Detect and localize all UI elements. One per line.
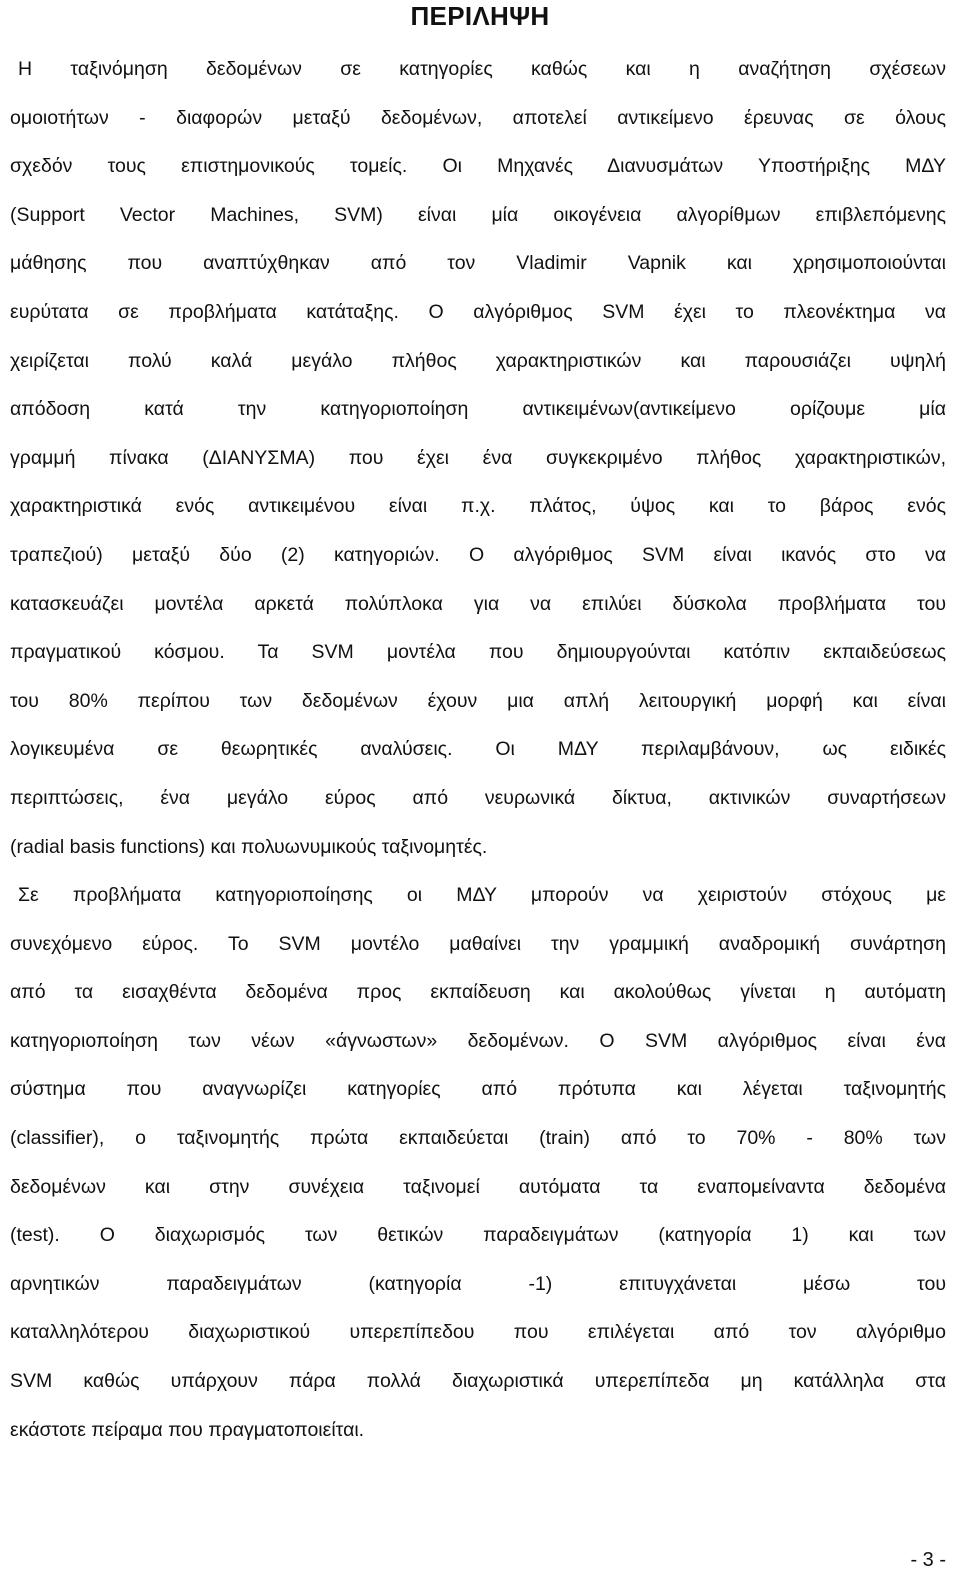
text-line: δεδομένων και στην συνέχεια ταξινομεί αυτόματα τα εναπομείναντα δεδομένα: [10, 1175, 946, 1198]
text-line: (Support Vector Machines, SVM) είναι μία οικογένεια αλγορίθμων επιβλεπόμενης: [10, 203, 946, 226]
text-line: Η ταξινόμηση δεδομένων σε κατηγορίες καθώς και η αναζήτηση σχέσεων: [18, 58, 946, 80]
text-line: του 80% περίπου των δεδομένων έχουν μια απλή λειτουργική μορφή και είναι: [10, 689, 946, 712]
text-line: χειρίζεται πολύ καλά μεγάλο πλήθος χαρακτηριστικών και παρουσιάζει υψηλή: [10, 349, 946, 372]
text-line: συνεχόμενο εύρος. Το SVM μοντέλο μαθαίνει την γραμμική αναδρομική συνάρτηση: [10, 932, 946, 955]
text-line: εκάστοτε πείραμα που πραγματοποιείται.: [10, 1418, 365, 1441]
text-line: ευρύτατα σε προβλήματα κατάταξης. Ο αλγόριθμος SVM έχει το πλεονέκτημα να: [10, 300, 946, 323]
text-line: αρνητικών παραδειγμάτων (κατηγορία -1) επιτυγχάνεται μέσω του: [10, 1272, 946, 1295]
text-line: περιπτώσεις, ένα μεγάλο εύρος από νευρωνικά δίκτυα, ακτινικών συναρτήσεων: [10, 786, 946, 809]
text-line: (classifier), ο ταξινομητής πρώτα εκπαιδεύεται (train) από το 70% - 80% των: [10, 1127, 946, 1150]
abstract-body: [10, 45, 946, 1454]
text-line: (test). Ο διαχωρισμός των θετικών παραδειγμάτων (κατηγορία 1) και των: [10, 1224, 946, 1247]
document-title: ΠΕΡΙΛΗΨΗ: [410, 1, 550, 31]
text-line: μάθησης που αναπτύχθηκαν από τον Vladimir Vapnik και χρησιμοποιούνται: [10, 252, 946, 275]
page-number: - 3 -: [910, 1549, 946, 1571]
text-line: κατηγοριοποίηση των νέων «άγνωστων» δεδομένων. Ο SVM αλγόριθμος είναι ένα: [10, 1029, 946, 1052]
text-line: απόδοση κατά την κατηγοριοποίηση αντικειμένων(αντικείμενο ορίζουμε μία: [10, 398, 946, 421]
text-line: (radial basis functions) και πολυωνυμικούς ταξινομητές.: [10, 835, 488, 858]
text-line: σύστημα που αναγνωρίζει κατηγορίες από πρότυπα και λέγεται ταξινομητής: [10, 1078, 946, 1101]
text-line: λογικευμένα σε θεωρητικές αναλύσεις. Οι ΜΔΥ περιλαμβάνουν, ως ειδικές: [10, 738, 946, 761]
text-line: SVM καθώς υπάρχουν πάρα πολλά διαχωριστικά υπερεπίπεδα μη κατάλληλα στα: [10, 1370, 946, 1393]
text-line: καταλληλότερου διαχωριστικού υπερεπίπεδου που επιλέγεται από τον αλγόριθμο: [10, 1321, 946, 1344]
text-line: από τα εισαχθέντα δεδομένα προς εκπαίδευση και ακολούθως γίνεται η αυτόματη: [10, 981, 946, 1004]
text-line: Σε προβλήματα κατηγοριοποίησης οι ΜΔΥ μπορούν να χειριστούν στόχους με: [18, 884, 946, 907]
text-line: γραμμή πίνακα (ΔΙΑΝΥΣΜΑ) που έχει ένα συγκεκριμένο πλήθος χαρακτηριστικών,: [10, 446, 946, 469]
text-line: ομοιοτήτων - διαφορών μεταξύ δεδομένων, αποτελεί αντικείμενο έρευνας σε όλους: [10, 106, 946, 129]
text-line: κατασκευάζει μοντέλα αρκετά πολύπλοκα για να επιλύει δύσκολα προβλήματα του: [10, 592, 946, 615]
text-line: χαρακτηριστικά ενός αντικειμένου είναι π.χ. πλάτος, ύψος και το βάρος ενός: [10, 495, 946, 518]
text-line: τραπεζιού) μεταξύ δύο (2) κατηγοριών. Ο αλγόριθμος SVM είναι ικανός στο να: [10, 543, 946, 566]
text-line: σχεδόν τους επιστημονικούς τομείς. Οι Μηχανές Διανυσμάτων Υποστήριξης ΜΔΥ: [10, 155, 946, 178]
text-line: πραγματικού κόσμου. Τα SVM μοντέλα που δημιουργούνται κατόπιν εκπαιδεύσεως: [10, 641, 946, 664]
